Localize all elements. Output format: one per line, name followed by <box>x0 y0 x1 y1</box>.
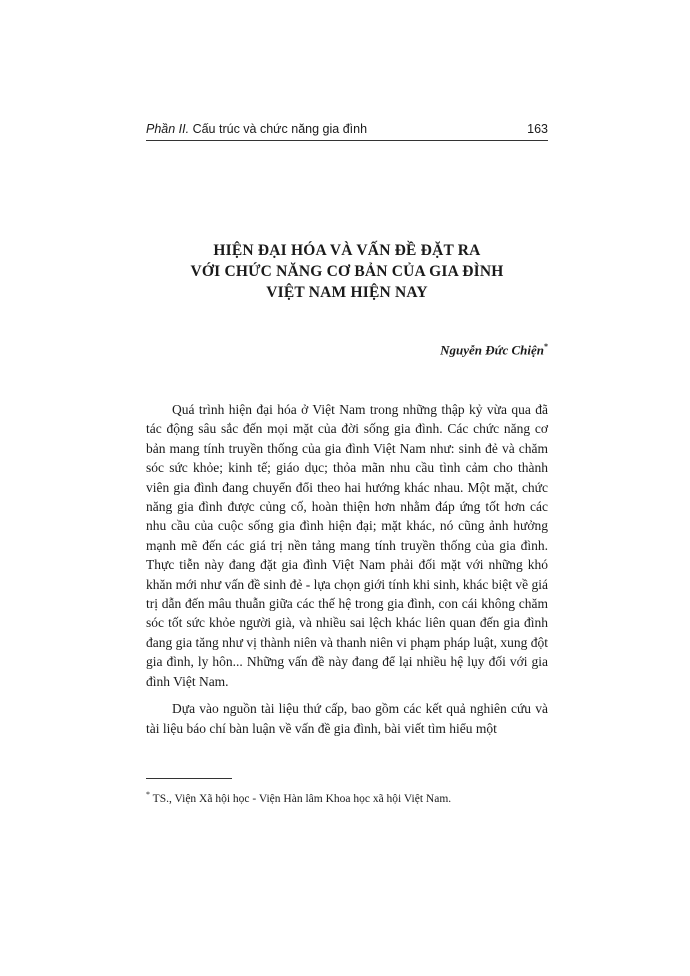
page-number: 163 <box>527 122 548 136</box>
footnote-text: TS., Viện Xã hội học - Viện Hàn lâm Khoa học xã hội Việt Nam. <box>150 792 452 805</box>
article-title <box>146 240 548 303</box>
header-rule <box>146 140 548 141</box>
author-name: Nguyễn Đức Chiện <box>440 342 544 358</box>
running-header-title <box>146 122 367 136</box>
title-line: HIỆN ĐẠI HÓA VÀ VẤN ĐỀ ĐẶT RA <box>213 242 481 259</box>
paragraph: Dựa vào nguồn tài liệu thứ cấp, bao gồm các kết quả nghiên cứu và tài liệu báo chí bàn luận về vấn đề gia đình, bài viết tìm hiểu một <box>146 701 548 736</box>
paragraph: Quá trình hiện đại hóa ở Việt Nam trong những thập kỷ vừa qua đã tác động sâu sắc đến mọi mặt của đời sống gia đình. Các chức năng cơ bản mang tính truyền thống của gia đình Việt Nam như: sinh đẻ và chăm sóc sức khỏe; kinh tế; giáo dục; thỏa mãn nhu cầu tình cảm cho thành viên gia đình đang chuyển đổi theo hai hướng khác nhau. Một mặt, chức năng gia đình được củng cố, hoàn thiện hơn nhằm đáp ứng tốt hơn các nhu cầu của cuộc sống gia đình hiện đại; mặt khác, nó cũng ảnh hưởng mạnh mẽ đến các giá trị nền tảng mang tính truyền thống của gia đình. Thực tiễn này đang đặt gia đình Việt Nam phải đối mặt với những khó khăn mới như vấn đề sinh đẻ - lựa chọn giới tính khi sinh, khác biệt về giá trị dẫn đến mâu thuẫn giữa các thế hệ trong gia đình, con cái không chăm sóc tốt sức khỏe người già, và nhiều sai lệch khác liên quan đến gia đình đang gia tăng như vị thành niên và thanh niên vi phạm pháp luật, xung đột gia đình, ly hôn... Những vấn đề này đang để lại nhiều hệ lụy đối với gia đình Việt Nam. <box>146 402 548 689</box>
title-line: VỚI CHỨC NĂNG CƠ BẢN CỦA GIA ĐÌNH <box>190 263 504 280</box>
body-text <box>146 400 548 746</box>
chapter-title: Cấu trúc và chức năng gia đình <box>192 122 368 136</box>
author-footnote-marker: * <box>544 342 548 351</box>
author-line <box>440 342 548 358</box>
footnote <box>146 790 548 805</box>
section-label: Phần II. <box>146 122 190 136</box>
title-line: VIỆT NAM HIỆN NAY <box>266 284 428 301</box>
footnote-rule <box>146 778 232 779</box>
footnote-marker: * <box>146 790 150 799</box>
running-header <box>146 122 548 136</box>
